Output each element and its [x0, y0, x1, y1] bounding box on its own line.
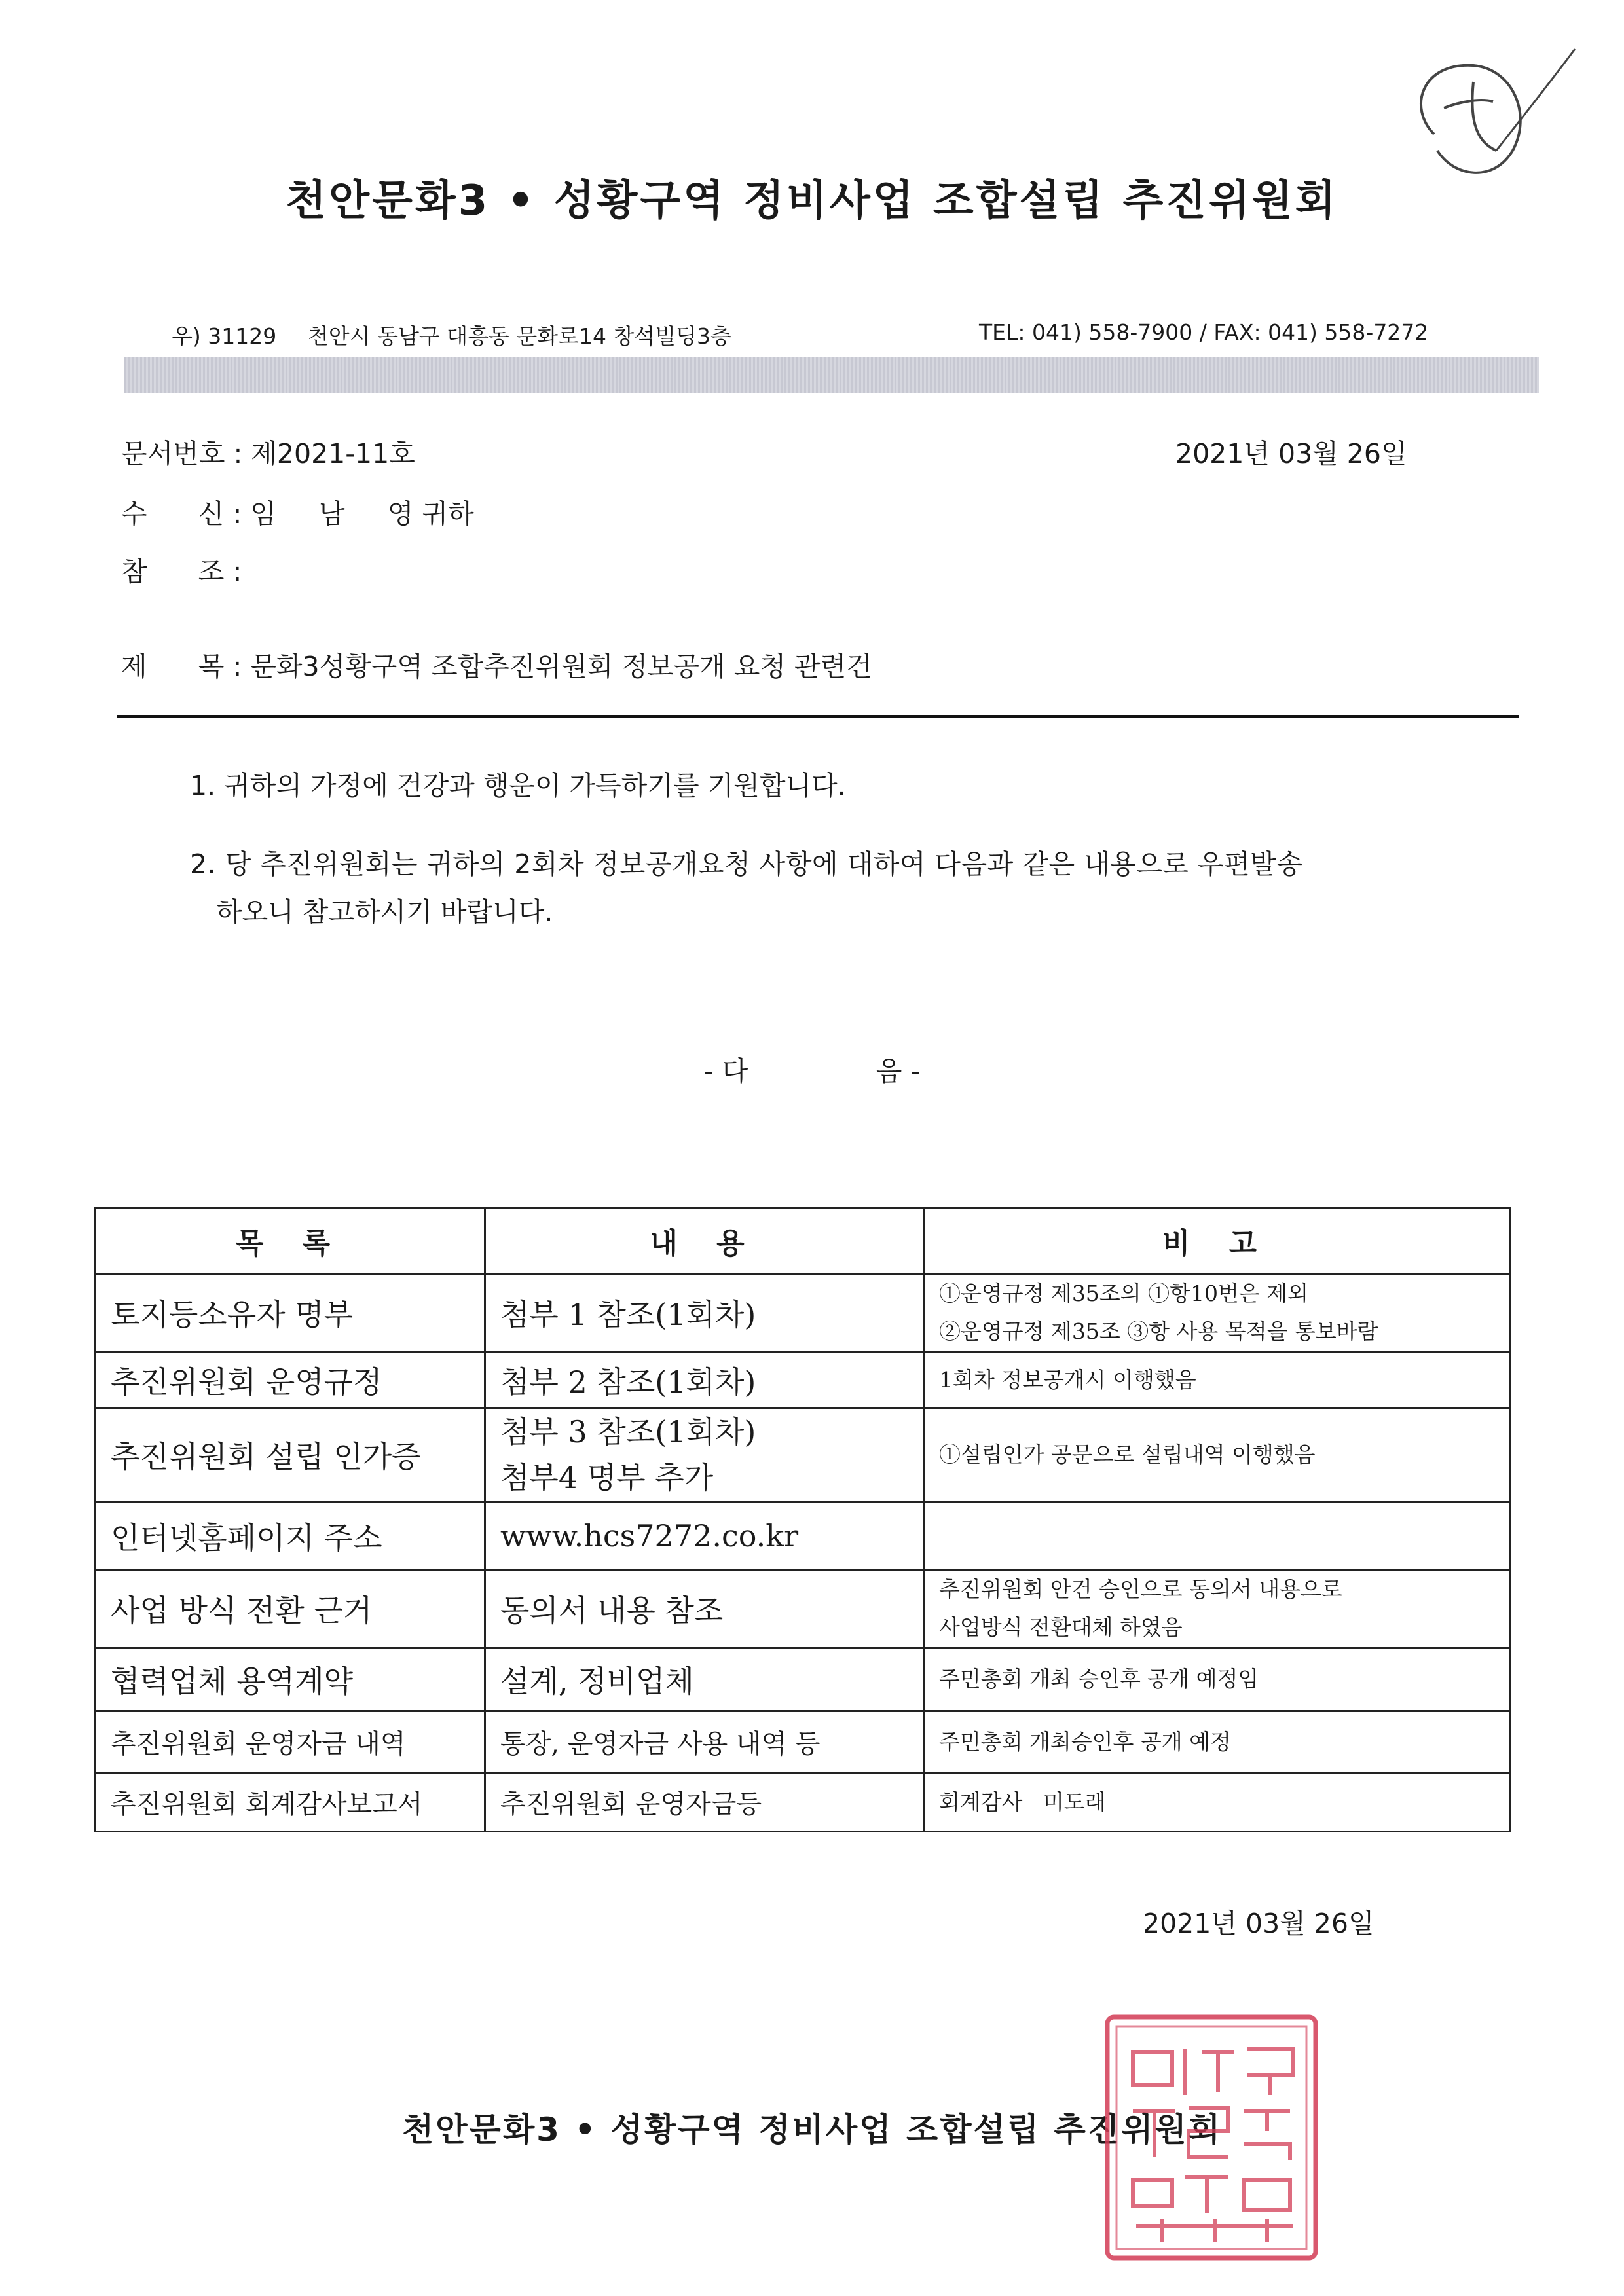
header-note: 비 고 — [924, 1208, 1510, 1274]
table-row — [96, 1773, 1510, 1832]
table-row — [96, 1648, 1510, 1711]
row-item: 추진위원회 회계감사보고서 — [96, 1773, 485, 1832]
table-row — [96, 1502, 1510, 1570]
row-content — [485, 1408, 924, 1502]
row-note — [924, 1274, 1510, 1352]
row-item: 사업 방식 전환 근거 — [96, 1570, 485, 1648]
table-row — [96, 1408, 1510, 1502]
row-note: 회계감사 미도래 — [924, 1773, 1510, 1832]
row-content: 추진위원회 운영자금등 — [485, 1773, 924, 1832]
table-row — [96, 1711, 1510, 1773]
note-line: ①운영규정 제35조의 ①항10번은 제외 — [939, 1281, 1308, 1306]
header-item: 목 록 — [96, 1208, 485, 1274]
postal-code: 우) 31129 — [172, 323, 277, 349]
official-seal-icon — [1103, 2013, 1320, 2262]
note-line: ②운영규정 제35조 ③항 사용 목적을 통보바람 — [939, 1319, 1378, 1344]
paragraph-1: 1. 귀하의 가정에 건강과 행운이 가득하기를 기원합니다. — [190, 770, 846, 801]
row-note — [924, 1502, 1510, 1570]
row-note — [924, 1570, 1510, 1648]
signature-line: 천안문화3 • 성황구역 정비사업 조합설립 추진위원회 — [401, 2111, 1223, 2149]
subject: 제 목 : 문화3성황구역 조합추진위원회 정보공개 요청 관련건 — [121, 651, 872, 682]
doc-date: 2021년 03월 26일 — [1175, 438, 1407, 469]
recipient: 수 신 : 임 남 영 귀하 — [121, 498, 474, 530]
paragraph-2-line-1: 2. 당 추진위원회는 귀하의 2회차 정보공개요청 사항에 대하여 다음과 같은 내용으로 우편발송 — [190, 848, 1303, 880]
row-item: 추진위원회 운영규정 — [96, 1352, 485, 1408]
row-note: ①설립인가 공문으로 설립내역 이행했음 — [924, 1408, 1510, 1502]
row-note: 주민총회 개최 승인후 공개 예정임 — [924, 1648, 1510, 1711]
info-table — [94, 1207, 1511, 1832]
row-content: 설계, 정비업체 — [485, 1648, 924, 1711]
divider — [117, 715, 1519, 718]
row-content: 통장, 운영자금 사용 내역 등 — [485, 1711, 924, 1773]
table-header-row — [96, 1208, 1510, 1274]
row-content: 첨부 2 참조(1회차) — [485, 1352, 924, 1408]
address: 천안시 동남구 대흥동 문화로14 창석빌딩3층 — [308, 323, 731, 349]
content-line: 첨부4 명부 추가 — [500, 1460, 714, 1495]
row-content: www.hcs7272.co.kr — [485, 1502, 924, 1570]
dagum-heading: - 다 음 - — [703, 1055, 921, 1087]
row-content: 동의서 내용 참조 — [485, 1570, 924, 1648]
table-row — [96, 1570, 1510, 1648]
reference: 참 조 : — [121, 556, 242, 587]
row-content: 첨부 1 참조(1회차) — [485, 1274, 924, 1352]
paragraph-2-line-2: 하오니 참고하시기 바랍니다. — [216, 896, 553, 928]
content-line: 첨부 3 참조(1회차) — [500, 1414, 756, 1449]
row-item: 협력업체 용역계약 — [96, 1648, 485, 1711]
row-item: 추진위원회 운영자금 내역 — [96, 1711, 485, 1773]
header-content: 내 용 — [485, 1208, 924, 1274]
org-title: 천안문화3 • 성황구역 정비사업 조합설립 추진위원회 — [286, 177, 1338, 225]
table-row — [96, 1274, 1510, 1352]
note-line: 추진위원회 안건 승인으로 동의서 내용으로 — [939, 1576, 1342, 1602]
row-note: 주민총회 개최승인후 공개 예정 — [924, 1711, 1510, 1773]
row-note: 1회차 정보공개시 이행했음 — [924, 1352, 1510, 1408]
header-band — [124, 357, 1539, 393]
row-item: 토지등소유자 명부 — [96, 1274, 485, 1352]
doc-number: 문서번호 : 제2021-11호 — [121, 438, 415, 469]
note-line: 사업방식 전환대체 하였음 — [939, 1614, 1183, 1640]
footer-date: 2021년 03월 26일 — [1143, 1908, 1375, 1939]
table-row — [96, 1352, 1510, 1408]
row-item: 추진위원회 설립 인가증 — [96, 1408, 485, 1502]
row-item: 인터넷홈페이지 주소 — [96, 1502, 485, 1570]
contact-info: TEL: 041) 558-7900 / FAX: 041) 558-7272 — [979, 319, 1429, 345]
